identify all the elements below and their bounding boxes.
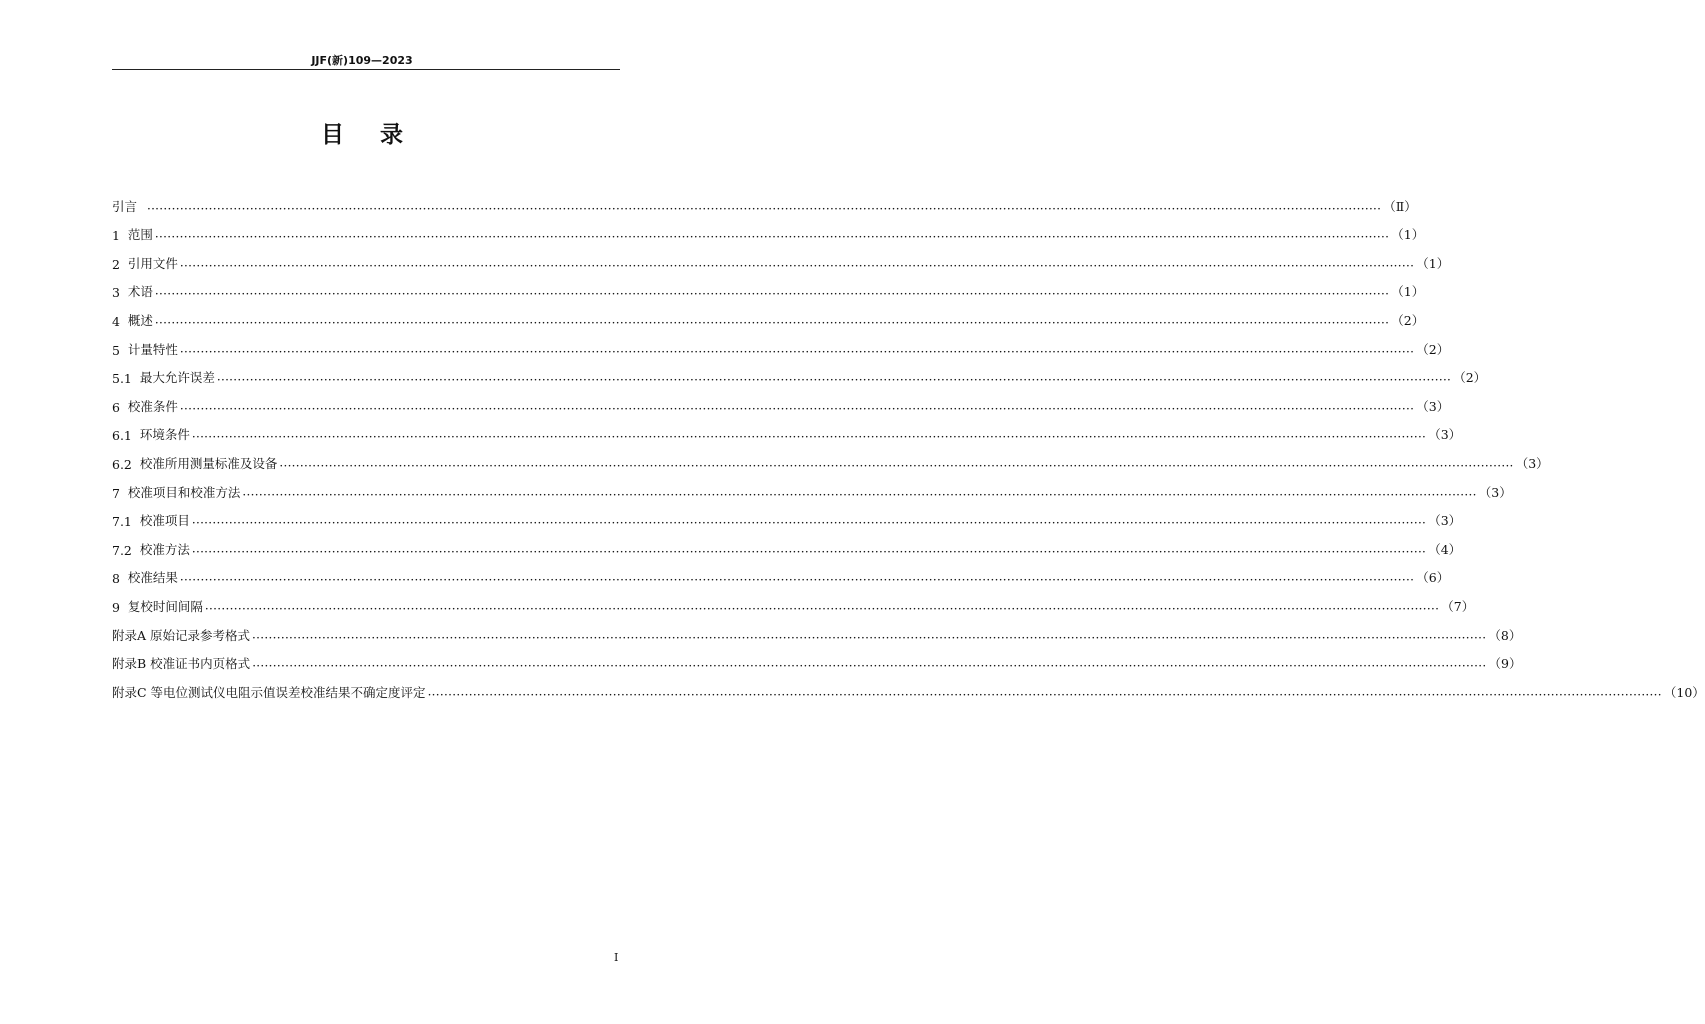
toc-entry-number: 7 (112, 485, 128, 501)
toc-entry-number: 9 (112, 599, 128, 615)
toc-entry-page: （3） (1416, 398, 1450, 414)
toc-entry[interactable] (112, 215, 1425, 245)
page-number: I (614, 951, 619, 964)
toc-dot-leader: ············································································································································································································································································································ (179, 344, 1415, 359)
toc-entry-page: （1） (1416, 255, 1450, 271)
toc-entry[interactable] (112, 558, 1450, 588)
toc-dot-leader: ············································································································································································································································································································ (242, 487, 1477, 502)
toc-entry[interactable] (112, 529, 1462, 559)
toc-entry-label: 复校时间间隔 (127, 598, 203, 614)
toc-entry-label: 概述 (127, 312, 153, 328)
toc-entry-number: 6.2 (112, 456, 140, 472)
toc-entry-number: 7.2 (112, 542, 140, 558)
toc-entry-label: 计量特性 (127, 341, 178, 357)
toc-entry-page: （7） (1441, 598, 1475, 614)
toc-entry-label: 校准项目和校准方法 (127, 484, 241, 500)
toc-dot-leader: ············································································································································································································································································································ (252, 659, 1487, 674)
toc-entry-number: 附录C (112, 684, 151, 700)
toc-entry[interactable] (112, 358, 1487, 388)
toc-entry-number: 4 (112, 313, 128, 329)
toc-entry-label: 引用文件 (127, 255, 178, 271)
toc-entry[interactable] (112, 186, 1417, 216)
toc-entry[interactable] (112, 300, 1425, 330)
toc-entry[interactable] (112, 472, 1512, 502)
toc-entry-label: 术语 (127, 284, 153, 300)
toc-entry-label: 校准条件 (127, 398, 178, 414)
toc-entry-number: 附录A (112, 627, 151, 643)
toc-dot-leader: ············································································································································································································································································································ (179, 573, 1415, 588)
toc-entry-label: 校准方法 (139, 541, 190, 557)
toc-entry-number: 引言 (112, 198, 145, 214)
toc-entry-label: 范围 (127, 227, 153, 243)
toc-dot-leader: ············································································································································································································································································································ (427, 687, 1662, 702)
toc-entry-number: 5 (112, 342, 128, 358)
toc-entry-page: （2） (1416, 341, 1450, 357)
toc-dot-leader: ············································································································································································································································································································ (179, 258, 1415, 273)
toc-dot-leader: ············································································································································································································································································································ (154, 315, 1390, 330)
toc-entry[interactable] (112, 243, 1450, 273)
toc-entry-label: 校准所用测量标准及设备 (139, 455, 278, 471)
toc-entry-page: （3） (1428, 427, 1462, 443)
toc-entry[interactable] (112, 443, 1549, 473)
toc-entry-number: 6 (112, 399, 128, 415)
toc-entry-label: 等电位测试仪电阻示值误差校准结果不确定度评定 (150, 684, 426, 700)
toc-dot-leader: ············································································································································································································································································································ (279, 458, 1514, 473)
toc-entry-page: （Ⅱ） (1383, 198, 1417, 214)
toc-entry-number: 1 (112, 228, 128, 244)
toc-entry-page: （1） (1391, 284, 1425, 300)
page-title: 目录 (321, 122, 439, 148)
toc-entry[interactable] (112, 329, 1450, 359)
toc-entry-page: （2） (1453, 370, 1487, 386)
toc-entry-number: 7.1 (112, 514, 140, 530)
toc-dot-leader: ············································································································································································································································································································ (154, 287, 1390, 302)
toc-entry-label: 校准结果 (127, 570, 178, 586)
toc-entry-label: 校准证书内页格式 (150, 656, 251, 672)
toc-entry-page: （4） (1428, 541, 1462, 557)
toc-dot-leader: ············································································································································································································································································································ (154, 230, 1390, 245)
table-of-contents (112, 186, 1705, 702)
toc-entry[interactable] (112, 586, 1475, 616)
toc-entry-page: （9） (1488, 656, 1522, 672)
toc-entry-number: 2 (112, 256, 128, 272)
toc-entry-number: 6.1 (112, 428, 140, 444)
toc-entry-number: 5.1 (112, 371, 140, 387)
toc-dot-leader: ············································································································································································································································································································ (191, 430, 1427, 445)
toc-entry-label: 原始记录参考格式 (150, 627, 251, 643)
toc-entry-page: （3） (1478, 484, 1512, 500)
header-rule (112, 69, 620, 70)
toc-entry-page: （3） (1428, 513, 1462, 529)
toc-entry-label: 校准项目 (139, 513, 190, 529)
toc-entry-number: 3 (112, 285, 128, 301)
toc-entry[interactable] (112, 272, 1425, 302)
toc-entry-page: （2） (1391, 312, 1425, 328)
toc-entry[interactable] (112, 415, 1462, 445)
toc-dot-leader: ············································································································································································································································································································ (179, 401, 1415, 416)
document-code-header: JJF(新)109—2023 (311, 54, 413, 67)
toc-entry-page: （10） (1663, 684, 1705, 700)
toc-dot-leader: ············································································································································································································································································································ (146, 201, 1382, 216)
toc-entry[interactable] (112, 501, 1462, 531)
toc-entry[interactable] (112, 672, 1705, 702)
toc-dot-leader: ············································································································································································································································································································ (191, 544, 1427, 559)
toc-dot-leader: ············································································································································································································································································································ (252, 630, 1487, 645)
toc-entry-page: （8） (1488, 627, 1522, 643)
toc-entry-label: 最大允许误差 (139, 370, 215, 386)
toc-entry[interactable] (112, 644, 1522, 674)
toc-entry[interactable] (112, 615, 1522, 645)
toc-entry-number: 附录B (112, 656, 151, 672)
toc-entry-page: （3） (1515, 455, 1549, 471)
toc-entry-page: （6） (1416, 570, 1450, 586)
toc-entry-number: 8 (112, 571, 128, 587)
toc-dot-leader: ············································································································································································································································································································ (191, 516, 1427, 531)
toc-dot-leader: ············································································································································································································································································································ (216, 373, 1452, 388)
toc-entry-label: 环境条件 (139, 427, 190, 443)
toc-entry[interactable] (112, 386, 1450, 416)
toc-dot-leader: ············································································································································································································································································································ (204, 601, 1440, 616)
toc-entry-page: （1） (1391, 227, 1425, 243)
